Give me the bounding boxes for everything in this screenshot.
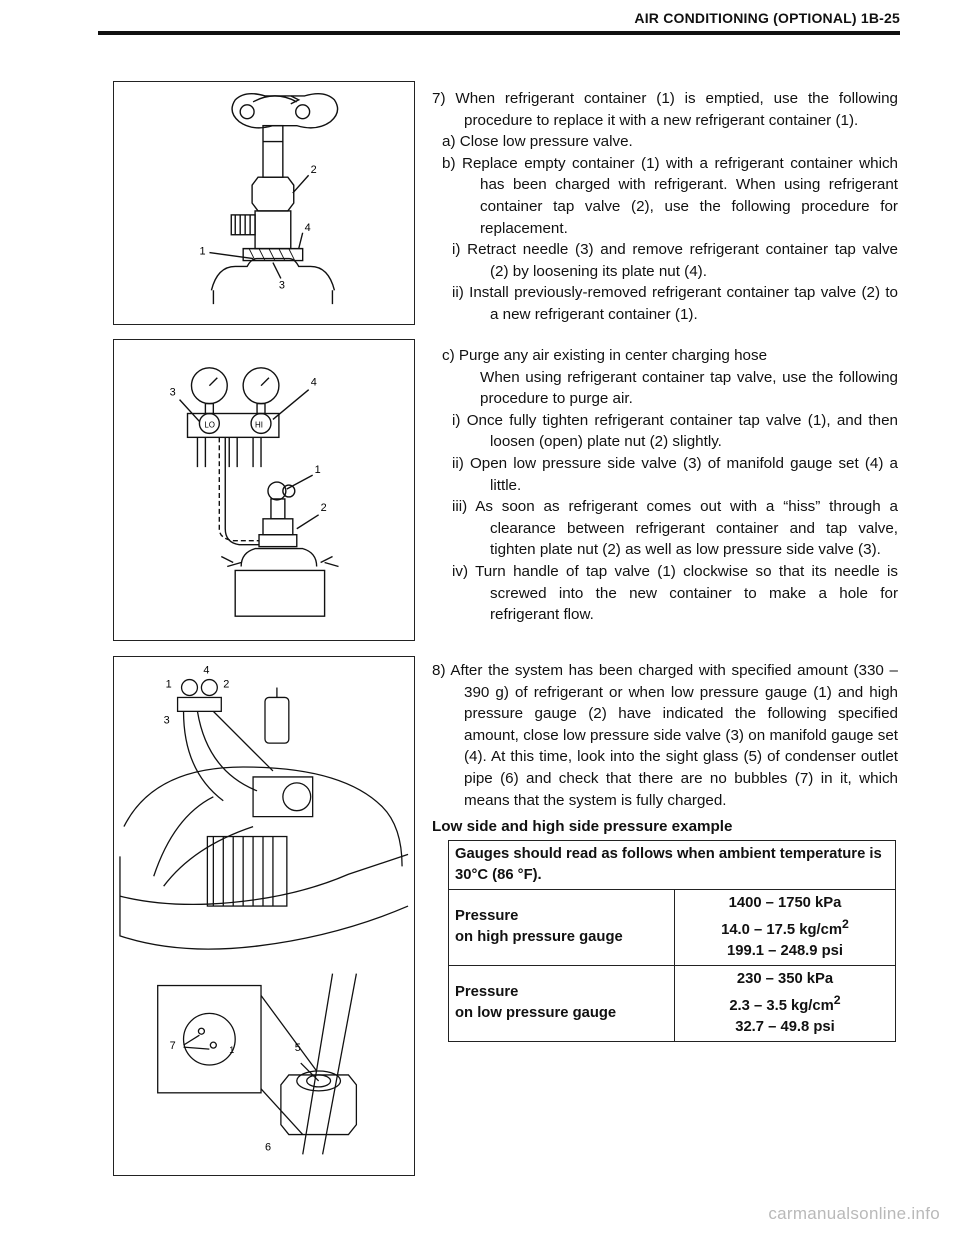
value-kgcm: [681, 914, 889, 941]
header-rule: [98, 31, 900, 35]
page-header: AIR CONDITIONING (OPTIONAL) 1B-25: [634, 10, 900, 26]
value-kgcm-num: 14.0 – 17.5 kg/cm: [721, 921, 843, 938]
callout-4: 4: [304, 221, 311, 234]
pressure-spec-table: [448, 840, 896, 1042]
row-label: [449, 965, 675, 1041]
callout-5: 5: [294, 1042, 301, 1055]
step-8-block: [432, 660, 898, 811]
row-values: [675, 965, 896, 1041]
callout-2: 2: [223, 678, 230, 691]
step-7b-i: i) Retract needle (3) and remove refrigerant container tap valve (2) by loosening its plate nut (4).: [452, 241, 898, 280]
callout-1: 1: [314, 464, 321, 477]
callout-3: 3: [163, 714, 170, 727]
value-kgcm: [681, 990, 889, 1017]
callout-4: 4: [310, 376, 317, 389]
callout-2: 2: [310, 164, 317, 177]
row-label-line1: Pressure: [455, 984, 519, 1001]
table-row: [449, 965, 896, 1041]
callout-3: 3: [169, 386, 176, 399]
value-kpa: 1400 – 1750 kPa: [728, 895, 842, 911]
step-7: 7) When refrigerant container (1) is emptied, use the following procedure to replace it with a new refrigerant container (1).: [432, 90, 898, 129]
row-label: [449, 890, 675, 966]
step-7b: b) Replace empty container (1) with a refrigerant container which has been charged with refrigerant. When using refrigerant container tap valve (2), use the following procedure for replacement.: [442, 154, 898, 237]
callout-6: 6: [264, 1141, 272, 1154]
callout-1: 1: [199, 245, 206, 258]
step-7b-ii: ii) Install previously-removed refrigerant container tap valve (2) to a new refrigerant container (1).: [452, 284, 898, 323]
step-7c-block: [432, 345, 898, 626]
value-kgcm-sup: 2: [833, 992, 841, 1007]
figure-tap-valve: [113, 81, 415, 325]
table-header: Gauges should read as follows when ambient temperature is 30°C (86 °F).: [449, 841, 896, 890]
callout-4: 4: [203, 664, 210, 677]
step-7c-note: When using refrigerant container tap valve, use the following procedure to purge air.: [480, 368, 898, 408]
manifold-gauge-illustration: [114, 340, 414, 640]
callout-2: 2: [320, 501, 327, 514]
row-label-line2: on low pressure gauge: [455, 1005, 617, 1022]
table-header-row: [449, 841, 896, 890]
value-psi: 199.1 – 248.9 psi: [727, 942, 843, 959]
step-7c-ii: ii) Open low pressure side valve (3) of manifold gauge set (4) a little.: [452, 454, 898, 494]
row-label-line1: Pressure: [455, 908, 519, 925]
step-7c-iii: iii) As soon as refrigerant comes out with a “hiss” through a clearance between refrigerant container and tap valve, tighten plate nut (2) as well as low pressure side valve (3).: [452, 498, 898, 559]
value-kgcm-sup: 2: [842, 917, 849, 931]
figure-manifold-gauge: [113, 339, 415, 641]
row-label-line2: on high pressure gauge: [455, 929, 623, 946]
figure-engine-bay: [113, 656, 415, 1176]
callout-3: 3: [278, 279, 285, 292]
inset-callout-1: 1: [229, 1045, 235, 1056]
step-8: 8) After the system has been charged with specified amount (330 – 390 g) of refrigerant or when low pressure gauge (1) and high pressure gauge (2) have indicated the following specified amount, close low pressure side valve (3) on manifold gauge set (4). At this time, look into the sight glass (5) of condenser outlet pipe (6) and check that there are no bubbles (7) in it, which means that the system is fully charged.: [432, 662, 898, 809]
step-7c: c) Purge any air existing in center charging hose: [442, 347, 768, 364]
callout-1: 1: [165, 678, 172, 691]
value-kpa: 230 – 350 kPa: [736, 970, 834, 987]
step-7-block: [432, 88, 898, 326]
table-row: [449, 890, 896, 966]
gauge-hi-label: HI: [255, 420, 263, 430]
example-heading: Low side and high side pressure example: [432, 818, 733, 835]
tap-valve-illustration: [114, 82, 414, 324]
gauge-lo-label: LO: [204, 420, 215, 430]
value-psi: 32.7 – 49.8 psi: [735, 1018, 835, 1035]
value-kgcm-num: 2.3 – 3.5 kg/cm: [729, 997, 834, 1014]
watermark: [0, 1204, 960, 1224]
step-7c-iv: iv) Turn handle of tap valve (1) clockwise so that its needle is screwed into the new container to make a hole for refrigerant flow.: [452, 562, 898, 624]
step-7c-i: i) Once fully tighten refrigerant container tap valve (1), and then loosen (open) plate nut (2) slightly.: [452, 411, 898, 451]
row-values: [675, 890, 896, 966]
engine-bay-illustration: [114, 657, 414, 1175]
step-7a: a) Close low pressure valve.: [442, 133, 633, 151]
callout-7: 7: [169, 1040, 176, 1053]
watermark-text: carmanualsonline.info: [768, 1204, 940, 1223]
